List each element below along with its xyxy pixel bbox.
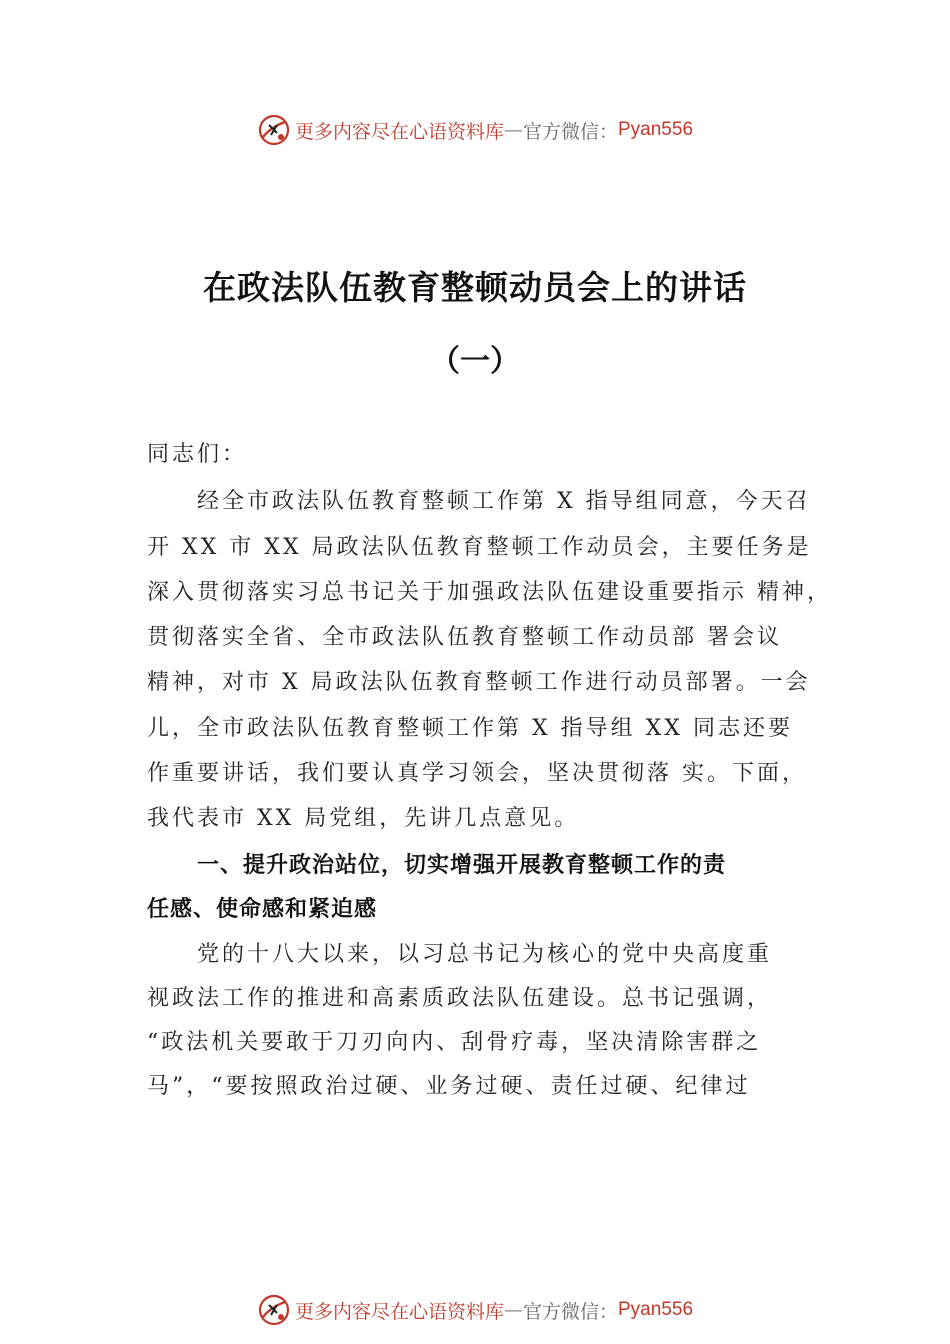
section-heading: 任感、使命感和紧迫感 (147, 897, 378, 922)
paragraph-line: 经全市政法队伍教育整顿工作第 X 指导组同意，今天召 (197, 489, 811, 514)
watermark-wechat-label: 官方微信： (522, 120, 618, 143)
paragraph-line: 视政法工作的推进和高素质政法队伍建设。总书记强调， (147, 986, 773, 1011)
watermark-main-text: 更多内容尽在心语资料库 (294, 1300, 504, 1323)
paragraph-line: 精神，对市 X 局政法队伍教育整顿工作进行动员部署。一会 (147, 670, 811, 695)
watermark-wechat-id: Pyan556 (618, 119, 694, 140)
watermark-wechat-id: Pyan556 (618, 1299, 694, 1320)
document-subtitle: （一） (430, 344, 520, 379)
watermark-wechat-label: 官方微信： (522, 1300, 618, 1323)
watermark-dash: — (503, 1299, 523, 1321)
paragraph-line: 马”，“要按照政治过硬、业务过硬、责任过硬、纪律过 (147, 1074, 751, 1099)
paragraph-line: 开 XX 市 XX 局政法队伍教育整顿工作动员会，主要任务是 (147, 535, 812, 560)
paragraph-line: 我代表市 XX 局党组，先讲几点意见。 (147, 806, 580, 831)
paragraph-line: “政法机关要敢于刀刃向内、刮骨疗毒，坚决清除害群之 (147, 1030, 762, 1055)
section-heading: 一、提升政治站位，切实增强开展教育整顿工作的责 (197, 853, 727, 878)
watermark-main-text: 更多内容尽在心语资料库 (294, 120, 504, 143)
document-body (147, 0, 832, 1344)
watermark-dash: — (503, 119, 523, 141)
logo-icon (257, 1293, 291, 1327)
paragraph-line: 儿，全市政法队伍教育整顿工作第 X 指导组 XX 同志还要 (147, 716, 793, 741)
document-title: 在政法队伍教育整顿动员会上的讲话 (203, 268, 747, 307)
paragraph-line: 深入贯彻落实习总书记关于加强政法队伍建设重要指示 精神， (147, 580, 832, 605)
salutation: 同志们： (147, 442, 248, 467)
watermark-banner-bottom (0, 1290, 950, 1330)
paragraph-line: 党的十八大以来，以习总书记为核心的党中央高度重 (197, 942, 773, 967)
paragraph-line: 作重要讲话，我们要认真学习领会，坚决贯彻落 实。下面， (147, 761, 807, 786)
paragraph-line: 贯彻落实全省、全市政法队伍教育整顿工作动员部 署会议 (147, 625, 782, 650)
